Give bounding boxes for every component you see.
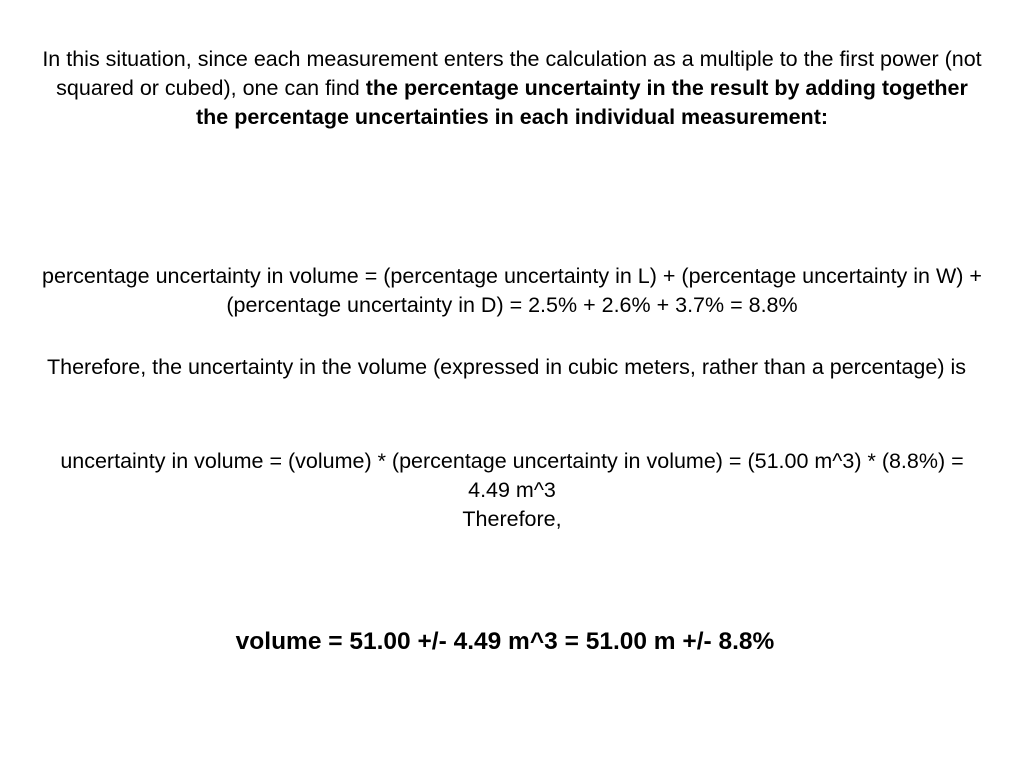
volume-percentage-equation: percentage uncertainty in volume = (percentage uncertainty in L) + (percentage uncertainty in W) + (percentage uncertainty in D) = 2.5% + 2.6% + 3.7% = 8.8% (42, 264, 982, 317)
therefore-label: Therefore, (462, 507, 562, 531)
therefore-paragraph: Therefore, the uncertainty in the volume (expressed in cubic meters, rather than a percentage) is (47, 355, 966, 379)
final-result-equation: volume = 51.00 +/- 4.49 m^3 = 51.00 m +/- 8.8% (235, 627, 775, 655)
uncertainty-equation: uncertainty in volume = (volume) * (percentage uncertainty in volume) = (51.00 m^3) * (8.8%) = 4.49 m^3 (60, 449, 964, 502)
intro-bold-text: the percentage uncertainty in the result by adding together the percentage uncertainties in each individual measurement: (195, 76, 968, 129)
intro-paragraph (40, 45, 984, 132)
intro-plain-text: In this situation, since each measurement enters the calculation as a multiple to the first power (not squared or cubed), one can find (42, 47, 982, 100)
